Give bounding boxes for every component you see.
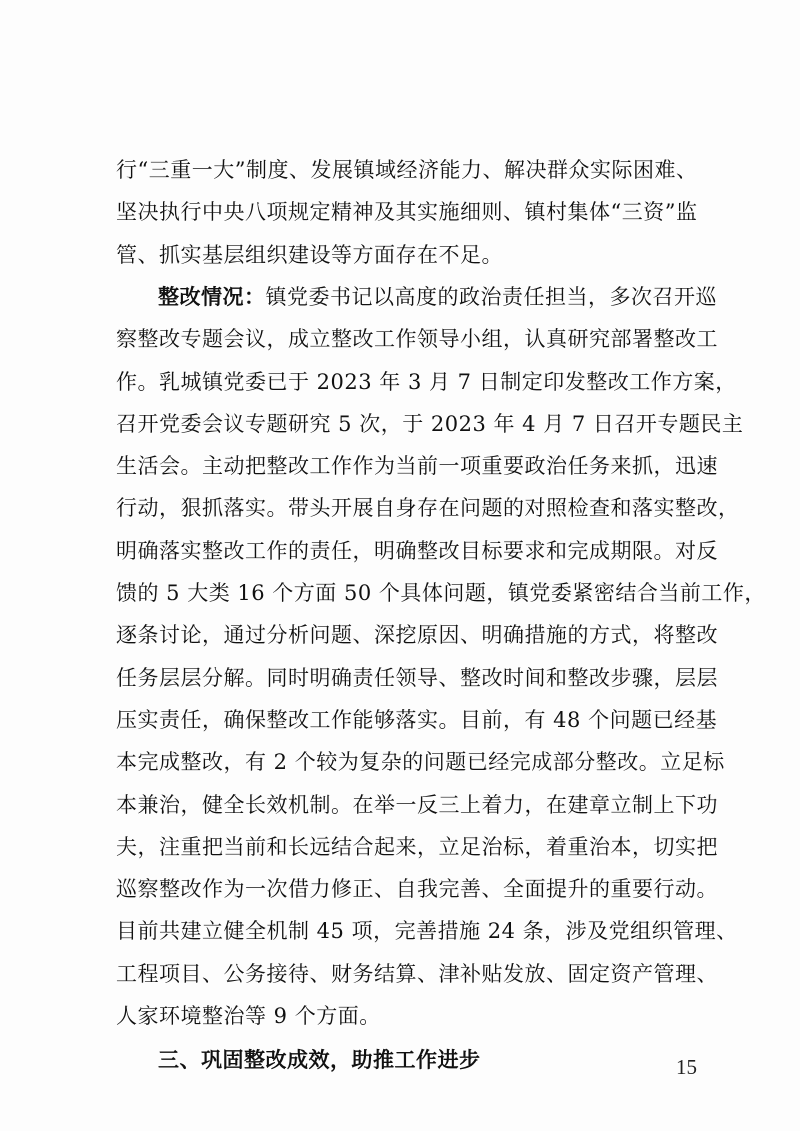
text-line: 工程项目、公务接待、财务结算、津补贴发放、固定资产管理、 (116, 962, 718, 986)
text-line: 目前共建立健全机制 45 项，完善措施 24 条，涉及党组织管理、 (116, 919, 738, 943)
text-line: 明确落实整改工作的责任，明确整改目标要求和完成期限。对反 (116, 539, 718, 563)
text-line: 任务层层分解。同时明确责任领导、整改时间和整改步骤，层层 (116, 666, 718, 690)
rectification-first-line-text: 镇党委书记以高度的政治责任担当，多次召开巡 (265, 285, 717, 309)
text-line: 察整改专题会议，成立整改工作领导小组，认真研究部署整改工 (116, 327, 718, 351)
text-line: 馈的 5 大类 16 个方面 50 个具体问题，镇党委紧密结合当前工作， (116, 581, 766, 605)
text-line: 本兼治，健全长效机制。在举一反三上着力，在建章立制上下功 (116, 793, 718, 817)
text-line: 逐条讨论，通过分析问题、深挖原因、明确措施的方式，将整改 (116, 623, 718, 647)
text-line: 行动，狠抓落实。带头开展自身存在问题的对照检查和落实整改， (116, 496, 740, 520)
page-number: 15 (676, 1055, 697, 1079)
text-line: 管、抓实基层组织建设等方面存在不足。 (116, 243, 503, 267)
text-line: 生活会。主动把整改工作作为当前一项重要政治任务来抓，迅速 (116, 454, 718, 478)
rectification-first-line (158, 282, 717, 312)
text-line: 人家环境整治等 9 个方面。 (116, 1004, 381, 1028)
rectification-label: 整改情况： (158, 284, 266, 309)
text-line: 行“三重一大”制度、发展镇域经济能力、解决群众实际困难、 (116, 158, 698, 182)
text-line: 召开党委会议专题研究 5 次，于 2023 年 4 月 7 日召开专题民主 (116, 412, 744, 436)
text-line: 夫，注重把当前和长远结合起来，立足治标，着重治本，切实把 (116, 835, 718, 859)
text-line: 作。乳城镇党委已于 2023 年 3 月 7 日制定印发整改工作方案， (116, 370, 737, 394)
text-line: 巡察整改作为一次借力修正、自我完善、全面提升的重要行动。 (116, 877, 718, 901)
text-line: 本完成整改，有 2 个较为复杂的问题已经完成部分整改。立足标 (116, 750, 725, 774)
section-heading: 三、巩固整改成效，助推工作进步 (158, 1047, 481, 1072)
text-line: 坚决执行中央八项规定精神及其实施细则、镇村集体“三资”监 (116, 200, 698, 224)
text-line: 压实责任，确保整改工作能够落实。目前，有 48 个问题已经基 (116, 708, 718, 732)
